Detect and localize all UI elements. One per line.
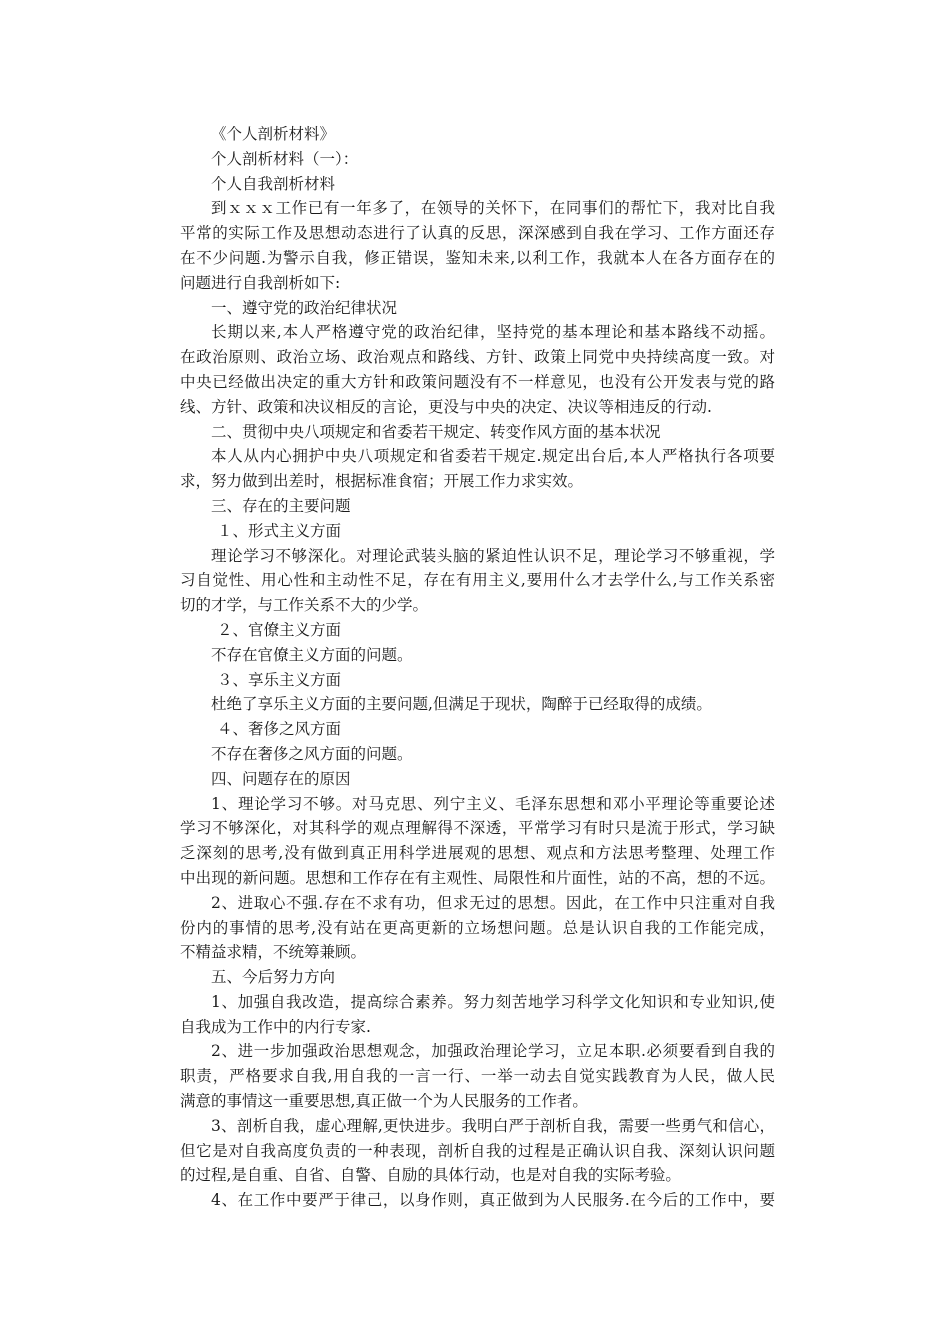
text-line: 在不少问题.为警示自我，修正错误，鉴知未来,以利工作，我就本人在各方面存在的: [180, 248, 775, 267]
text-line: 习自觉性、用心性和主动性不足，存在有用主义,要用什么才去学什么,与工作关系密: [180, 571, 775, 590]
text-line: 3、剖析自我，虚心理解,更快进步。我明白严于剖析自我，需要一些勇气和信心，: [211, 1116, 775, 1135]
text-line: 满意的事情这一重要思想,真正做一个为人民服务的工作者。: [180, 1092, 588, 1111]
text-line: 四、问题存在的原因: [211, 769, 351, 788]
text-line: 长期以来,本人严格遵守党的政治纪律，坚持党的基本理论和基本路线不动摇。: [211, 323, 775, 342]
text-line: 五、今后努力方向: [211, 968, 336, 987]
text-line: 2、进取心不强.存在不求有功，但求无过的思想。因此，在工作中只注重对自我: [211, 893, 775, 912]
text-line: 个人剖析材料（一）：: [211, 149, 359, 168]
text-line: 份内的事情的思考,没有站在更高更新的立场想问题。总是认识自我的工作能完成，: [180, 918, 775, 937]
text-line: 但它是对自我高度负责的一种表现，剖析自我的过程是正确认识自我、深刻认识问题: [180, 1141, 775, 1160]
text-line: 求，努力做到出差时，根据标准食宿；开展工作力求实效。: [180, 472, 584, 491]
text-line: 不精益求精，不统筹兼顾。: [180, 943, 367, 962]
text-line: ２、官僚主义方面: [217, 620, 342, 639]
text-line: 不存在奢侈之风方面的问题。: [211, 744, 413, 763]
text-line: 4、在工作中要严于律己，以身作则，真正做到为人民服务.在今后的工作中，要: [211, 1191, 775, 1210]
text-line: 在政治原则、政治立场、政治观点和路线、方针、政策上同党中央持续高度一致。对: [180, 348, 775, 367]
document-title: 《个人剖析材料》: [211, 125, 336, 143]
document-body: [180, 122, 775, 1213]
text-line: 本人从内心拥护中央八项规定和省委若干规定.规定出台后,本人严格执行各项要: [211, 447, 775, 466]
text-line: 不存在官僚主义方面的问题。: [211, 645, 413, 664]
text-line: 学习不够深化，对其科学的观点理解得不深透，平常学习有时只是流于形式，学习缺: [180, 819, 775, 838]
text-line: 职责，严格要求自我,用自我的一言一行、一举一动去自觉实践教育为人民，做人民: [180, 1067, 775, 1086]
text-line: ３、享乐主义方面: [217, 670, 342, 689]
text-line: 2、进一步加强政治思想观念，加强政治理论学习，立足本职.必须要看到自我的: [211, 1042, 775, 1061]
text-line: 1、理论学习不够。对马克思、列宁主义、毛泽东思想和邓小平理论等重要论述: [211, 794, 775, 813]
text-line: 中央已经做出决定的重大方针和政策问题没有不一样意见，也没有公开发表与党的路: [180, 372, 775, 391]
text-line: 问题进行自我剖析如下:: [180, 273, 341, 292]
text-line: ４、奢侈之风方面: [217, 720, 342, 739]
text-line: 杜绝了享乐主义方面的主要问题,但满足于现状，陶醉于已经取得的成绩。: [211, 695, 712, 714]
text-line: 切的才学，与工作关系不大的少学。: [180, 596, 429, 615]
text-line: 三、存在的主要问题: [211, 496, 351, 515]
text-line: 乏深刻的思考,没有做到真正用科学进展观的思想、观点和方法思考整理、处理工作: [180, 844, 775, 863]
text-line: 理论学习不够深化。对理论武装头脑的紧迫性认识不足，理论学习不够重视，学: [211, 546, 775, 565]
text-line: 自我成为工作中的内行专家.: [180, 1017, 371, 1036]
text-line: 个人自我剖析材料: [211, 174, 336, 193]
text-line: 到ｘｘｘ工作已有一年多了，在领导的关怀下，在同事们的帮忙下，我对比自我: [211, 199, 775, 218]
text-line: 线、方针、政策和决议相反的言论，更没与中央的决定、决议等相违反的行动.: [180, 397, 712, 416]
text-line: １、形式主义方面: [217, 521, 342, 540]
text-line: 中出现的新问题。思想和工作存在有主观性、局限性和片面性，站的不高，想的不远。: [180, 868, 775, 887]
text-line: 二、贯彻中央八项规定和省委若干规定、转变作风方面的基本状况: [211, 422, 661, 441]
text-line: 的过程,是自重、自省、自警、自励的具体行动，也是对自我的实际考验。: [180, 1166, 681, 1185]
text-line: 平常的实际工作及思想动态进行了认真的反思，深深感到自我在学习、工作方面还存: [180, 224, 775, 243]
text-line: 1、加强自我改造，提高综合素养。努力刻苦地学习科学文化知识和专业知识,使: [211, 992, 775, 1011]
text-line: 一、遵守党的政治纪律状况: [211, 298, 398, 317]
